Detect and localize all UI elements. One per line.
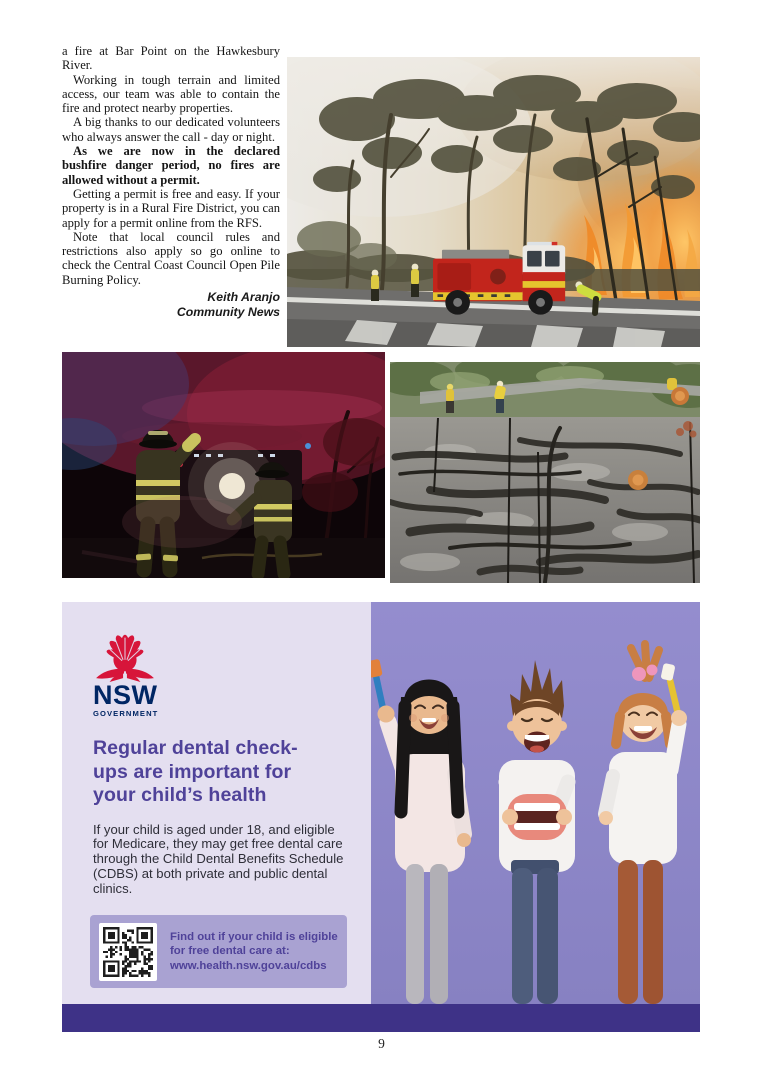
ad-body-text: If your child is aged under 18, and eligible for Medicare, they may get free dental care through the Child Dental Benefits Schedule (CDBS) at both private and public dental clinics. <box>93 821 344 897</box>
article-paragraph: Working in tough terrain and limited access, our team was able to contain the fire and protect nearby properties. <box>62 72 280 116</box>
nsw-dental-ad <box>62 602 700 1032</box>
byline-author: Keith Aranjo <box>207 290 280 305</box>
photo-children-toothbrushes <box>371 602 700 1004</box>
qr-code-icon[interactable] <box>99 923 157 981</box>
photo-burnt-bushland <box>390 362 700 583</box>
photo-bushfire-fire-truck <box>287 57 700 347</box>
ad-text-panel <box>62 602 371 1004</box>
nsw-logo-subtext: GOVERNMENT <box>93 709 159 718</box>
photo-night-firefighters <box>62 352 385 578</box>
nsw-logo-text: NSW <box>93 680 158 710</box>
page-number: 9 <box>378 1036 385 1051</box>
article-column <box>62 44 280 319</box>
article-paragraph: Note that local council rules and restrictions also apply so go online to check the Central Coast Council Open Pile Burning Policy. <box>62 229 280 287</box>
nsw-government-logo <box>93 628 173 718</box>
qr-callout <box>90 915 347 988</box>
qr-caption-label: Find out if your child is eligible for free dental care at: <box>170 930 338 958</box>
article-paragraph: A big thanks to our dedicated volunteers who always answer the call - day or night. <box>62 115 280 144</box>
article-byline <box>62 290 280 319</box>
qr-caption <box>170 930 346 974</box>
article-paragraph-bold: As we are now in the declared bushfire danger period, no fires are allowed without a permit. <box>62 144 280 187</box>
article-paragraph: a fire at Bar Point on the Hawkesbury River. <box>62 44 280 73</box>
article-paragraph: Getting a permit is free and easy. If your property is in a Rural Fire District, you can apply for a permit online from the RFS. <box>62 186 280 230</box>
byline-source: Community News <box>176 304 280 319</box>
qr-caption-url[interactable]: www.health.nsw.gov.au/cdbs <box>170 959 327 972</box>
waratah-icon <box>93 628 157 682</box>
ad-footer-bar <box>62 1004 700 1032</box>
ad-heading: Regular dental check-ups are important for your child’s health <box>93 737 298 806</box>
